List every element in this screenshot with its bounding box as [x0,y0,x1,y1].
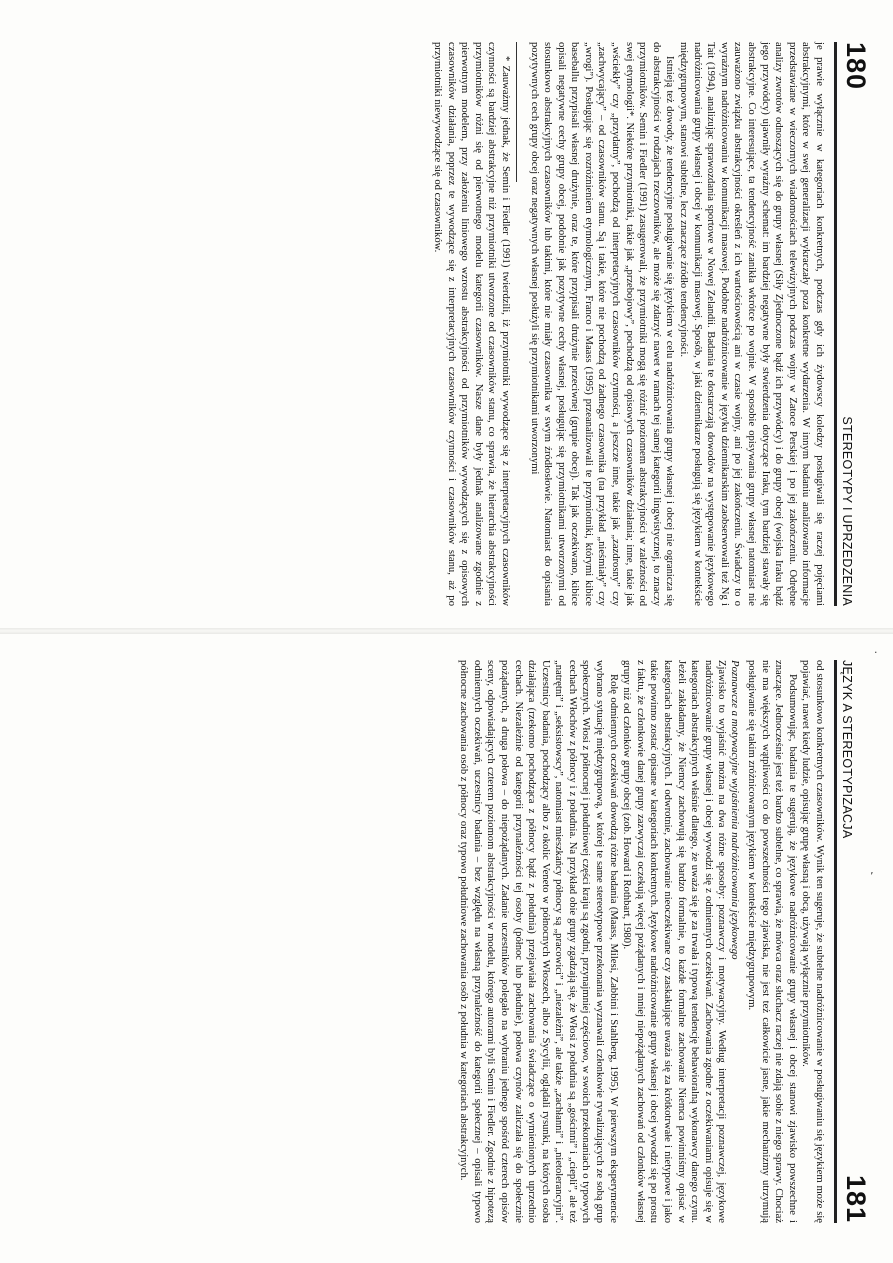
right-running-head [834,660,871,1223]
left-paragraph: Istnieją też dowody, że tendencyjne posługiwanie się językiem w celu nadróżnicowania grupy własnej i obcej nie ogranicza się do abstrakcyjności w rodzajach rzeczowników, ale może się zdarzyć nawet w ramach tej samej kategorii lingwistycznej, to znaczy przymiotników. Semin i Fiedler (1991) zasugerowali, że przymiotniki mogą się różnić poziomem abstrakcyjności w zależności od swej etymologii*. Niektóre przymiotniki, takie jak „przebojowy”, pochodzą od opisowych czasowników działania; inne, takie jak „wściekły” czy „przydatny”, pochodzą od interpretacyjnych czasowników czynności, a jeszcze inne, takie jak „zazdrosny” czy „zachwycający” – od czasowników stanu. Są i takie, które nie pochodzą od żadnego czasownika (na przykład „nieśmiały” czy „wrogi”). Posługując się rozróżnieniem etymologicznym, Franco i Maass (1995) przeanalizowali te przymiotniki, którymi kibice baseballu przypisali własnej drużynie, oraz te, które przypisali drużynie przeciwnej (grupie obcej). Tak jak oczekiwano, kibice opisali negatywne cechy grupy obcej, podobnie jak pozytywne cechy własnej, posługując się przymiotnikami utworzonymi od stosunkowo abstrakcyjnych czasowników lub takimi, które nie miały czasownika w swym źródłosłowie. Natomiast do opisania pozytywnych cech grupy obcej oraz negatywnych własnej posłużyli się przymiotnikami utworzonymi [528,42,676,606]
right-paragraph: od stosunkowo konkretnych czasowników. Wynik ten sugeruje, że subtelne nadróżnicowanie w posługiwaniu się językiem może się pojawiać, nawet kiedy ludzie, opisując grupę własną i obcą, używają wyłącznie przymiotników. [800,660,825,1223]
scan-mark-dot: · [874,646,878,659]
right-body [457,660,826,1223]
left-page-number: 180 [841,42,871,91]
left-body [430,42,826,606]
footnote-rule [516,42,517,182]
scan-mark-dash: ʼ [870,870,874,883]
right-paragraph: Zjawisko to wyjaśnić można na dwa różne sposoby: poznawczy i motywacyjny. Według interpretacji poznawczej, językowe nadróżnicowanie grupy własnej i obcej wywodzi się z odmiennych oczekiwań. Zachowania zgodne z oczekiwaniami opisuje się w kategoriach abstrakcyjnych właśnie dlatego, że uważa się je za trwała i typową tendencję behawioralną wykonawcy danego czynu. Jeżeli zakładamy, że Niemcy zachowują się bardzo formalnie, to każde formalne zachowanie Niemca powinniśmy opisać w kategoriach abstrakcyjnych. I odwrotnie, zachowanie nieoczekiwane czy zaskakujące uważa się za krótkotrwałe i nietypowe i jako takie powinno zostać opisane w kategoriach konkretnych. Językowe nadróżnicowanie grupy własnej i obcej wywodzi się po prostu z faktu, że członkowie danej grupy zazwyczaj oczekują więcej pożądanych i mniej niepożądanych zachowań od członków własnej grupy niż od członków grupy obcej (zob. Howard i Rothbart, 1980). [621,660,728,1223]
footnote: * Zauważmy jednak, że Semin i Fiedler (1991) twierdzili, iż przymiotniki wywodzące się z interpretacyjnych czasowników czynności są bardziej abstrakcyjne niż przymiotniki utworzone od czasowników stanu, co sprawia, że hierarchia abstrakcyjności przymiotników różni się od pierwotnego modelu kategorii czasowników. Nasze dane były jednak analizowane zgodnie z pierwotnym modelem, przy założeniu liniowego wzrostu abstrakcyjności od przymiotników wywodzących się z opisowych czasowników działania, poprzez te wywodzące się z interpretacyjnych czasowników czynności i czasowników stanu, aż po przymiotniki niewywodzące się od czasowników. [431,42,511,606]
right-page [0,632,893,1263]
left-running-head [834,42,871,606]
section-heading: Poznawcze a motywacyjne wyjaśnienia nadróżnicowania językowego [729,660,742,960]
left-paragraph: je prawie wyłącznie w kategoriach konkretnych, podczas gdy ich żydowscy koledzy posługiwali się raczej pojęciami abstrakcyjnymi, które w swej generalizacji wykraczały poza konkretne wydarzenia. W innym badaniu analizowano informacje przedstawiane w wieczornych wiadomościach telewizyjnych podczas wojny w Zatoce Perskiej i po jej zakończeniu. Odrębne analizy zwrotów odnoszących się do grupy własnej (Siły Zjednoczone bądź ich przywódcy) i do grupy obcej (wojska Iraku bądź jego przywódcy) ujawniły wyraźny schemat: im bardziej negatywne były stwierdzenia dotyczące Iraku, tym bardziej stawały się abstrakcyjne. Co interesujące, ta tendencyjność zanikła wkrótce po wojnie. W sposobie opisywania grupy własnej natomiast nie zauważono związku abstrakcyjności określeń z ich wartościowością ani w czasie wojny, ani po jej zakończeniu. Świadczy to o wyraźnym nadróżnicowaniu w komunikacji masowej. Podobne nadróżnicowanie w języku dziennikarskim zaobserwowali też Ng i Tait (1994), analizując sprawozdania sportowe w Nowej Zelandii. Badania te dostarczają dowodów na występowanie językowego nadróżnicowania grupy własnej i obcej w komunikacji masowej. Sposób, w jaki dziennikarze posługują się językiem w kontekście międzygrupowym, stanowi subtelne, lecz znaczące źródło tendencyjności. [678,42,825,606]
right-running-title: JĘZYK A STEREOTYPIZACJA [840,660,854,839]
right-paragraph: Podsumowując, badania te sugerują, że językowe nadróżnicowanie grupy własnej i obcej stanowi zjawisko powszechne i znaczące. Jednocześnie jest też bardzo subtelne, co sprawia, że mówca oraz słuchacz raczej nie zdają sobie z niego sprawy. Chociaż nie ma większych wątpliwości co do powszechności tego zjawiska, nie jest też całkowicie jasne, jakie mechanizmy utrzymują posługiwanie się takim zróżnicowanym językiem w kontekście międzygrupowym. [746,660,798,1223]
right-page-number: 181 [841,1174,871,1223]
left-running-title: STEREOTYPY I UPRZEDZENIA [840,416,854,606]
right-paragraph: Rolę odmiennych oczekiwań dowodzą różne badania (Maass, Milesi, Zabbini i Stahlberg, 1995). W pierwszym eksperymencie wybrano sytuację międzygrupową, w której te same stereotypowe przekonania wyznawali członkowie rywalizujących ze sobą grup społecznych. Włosi z północnej i południowej części kraju są zgodni, przynajmniej częściowo, w swoich przekonaniach o typowych cechach Włochów z północy i z południa. Na przykład obie grupy zgadzają się, że Włosi z południa są „gościnni” i „ciepli”, ale też „natrętni” i „seksistowscy”, natomiast mieszkańcy północy są „pracowici” i „niezależni”, ale także „zachłanni” i „nietolerancyjni”. Uczestnicy badania, pochodzący albo z okolic Veneto w północnych Włoszech, albo z Sycylii, oglądali rysunki, na których osoba działająca (rzekomo pochodząca z północy bądź z południa) przejawiała zachowania świadczące o wymienionych uprzednio cechach. Niezależnie od kategorii przynależności tej osoby (północ lub południe), połowa czynów zaliczała się do społecznie pożądanych, a druga połowa – do niepożądanych. Zadanie uczestników polegało na wybraniu jednego spośród czterech opisów sceny, odpowiadających czterem poziomom abstrakcyjności w modelu, którego autorami byli Semin i Fiedler. Zgodnie z hipotezą odmiennych oczekiwań, uczestnicy badania – bez względu na własną przynależność do kategorii społecznej – opisali typowo północne zachowania osób z północy oraz typowo południowe zachowania osób z południa w kategoriach abstrakcyjnych. [458,660,619,1223]
